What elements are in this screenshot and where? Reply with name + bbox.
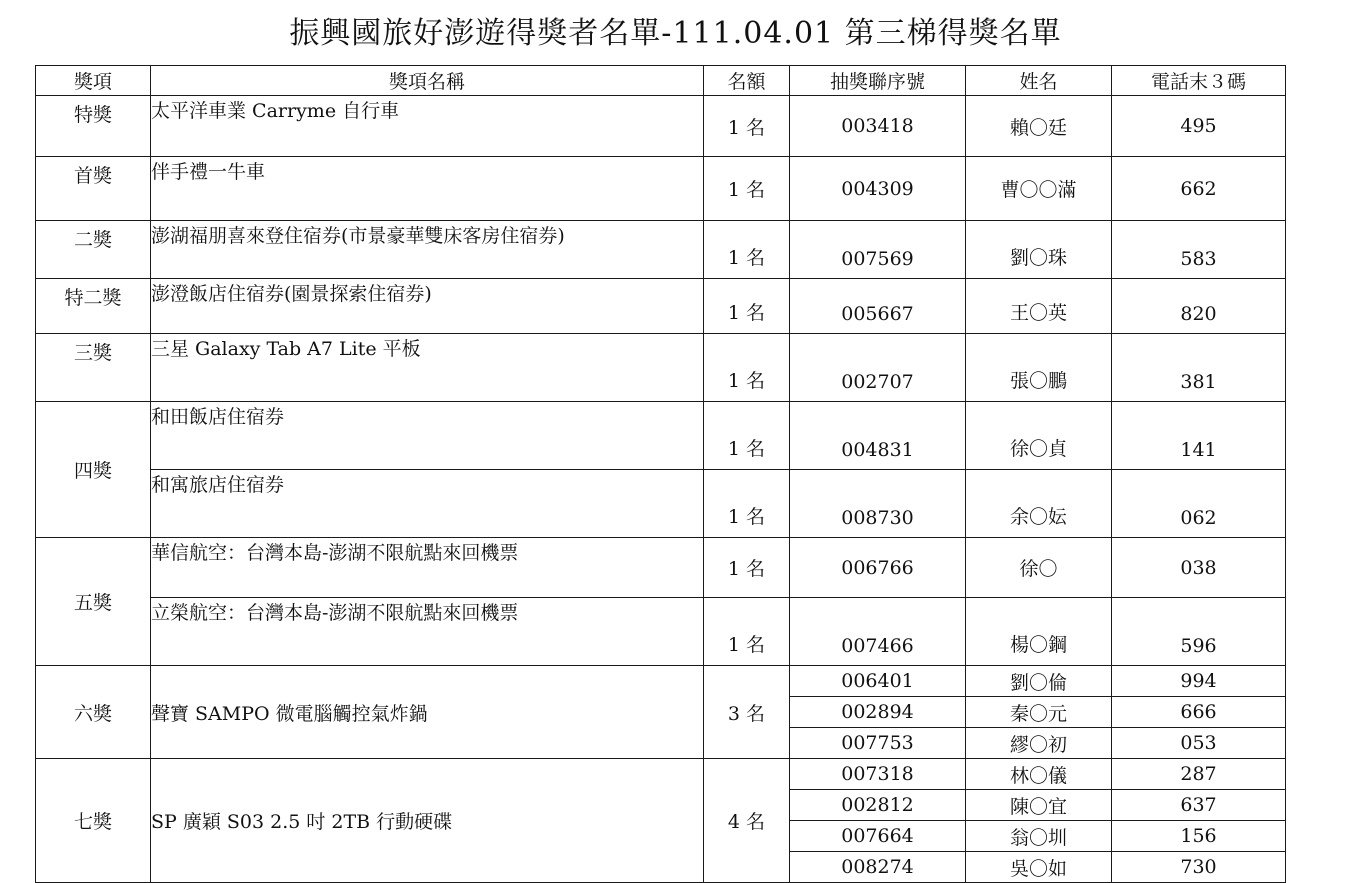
prize-cell: 三星 Galaxy Tab A7 Lite 平板 (151, 334, 704, 402)
serial-cell: 007466 (790, 598, 966, 666)
quota-cell: 1 名 (704, 96, 790, 157)
phone-cell: 994 (1112, 666, 1286, 697)
prize-cell: 和田飯店住宿券 (151, 402, 704, 470)
name-cell: 林〇儀 (966, 759, 1112, 790)
quota-cell: 1 名 (704, 157, 790, 221)
name-cell: 劉〇倫 (966, 666, 1112, 697)
winners-table (35, 65, 1286, 883)
serial-cell: 006401 (790, 666, 966, 697)
prize-cell: SP 廣穎 S03 2.5 吋 2TB 行動硬碟 (151, 759, 704, 883)
quota-cell: 1 名 (704, 598, 790, 666)
name-cell: 徐〇 (966, 538, 1112, 598)
serial-cell: 003418 (790, 96, 966, 157)
prize-cell: 立榮航空：台灣本島-澎湖不限航點來回機票 (151, 598, 704, 666)
quota-cell: 1 名 (704, 470, 790, 538)
table-row (36, 538, 1286, 598)
serial-cell: 008730 (790, 470, 966, 538)
rank-cell: 七獎 (36, 759, 151, 883)
serial-cell: 002812 (790, 790, 966, 821)
quota-cell: 4 名 (704, 759, 790, 883)
table-row (36, 470, 1286, 538)
phone-cell: 038 (1112, 538, 1286, 598)
phone-cell: 666 (1112, 697, 1286, 728)
quota-cell: 1 名 (704, 334, 790, 402)
serial-cell: 004831 (790, 402, 966, 470)
name-cell: 秦〇元 (966, 697, 1112, 728)
rank-cell: 三獎 (36, 334, 151, 402)
quota-cell: 1 名 (704, 402, 790, 470)
table-row (36, 221, 1286, 279)
header-prize-name: 獎項名稱 (151, 66, 704, 96)
phone-cell: 062 (1112, 470, 1286, 538)
serial-cell: 007664 (790, 821, 966, 852)
phone-cell: 141 (1112, 402, 1286, 470)
phone-cell: 156 (1112, 821, 1286, 852)
serial-cell: 007569 (790, 221, 966, 279)
prize-cell: 伴手禮一牛車 (151, 157, 704, 221)
name-cell: 賴〇廷 (966, 96, 1112, 157)
rank-cell: 特獎 (36, 96, 151, 157)
quota-cell: 1 名 (704, 538, 790, 598)
name-cell: 繆〇初 (966, 728, 1112, 759)
table-row (36, 402, 1286, 470)
name-cell: 陳〇宜 (966, 790, 1112, 821)
header-quota: 名額 (704, 66, 790, 96)
rank-cell: 特二獎 (36, 279, 151, 334)
serial-cell: 004309 (790, 157, 966, 221)
quota-cell: 1 名 (704, 279, 790, 334)
phone-cell: 495 (1112, 96, 1286, 157)
page-title: 振興國旅好澎遊得獎者名單-111.04.01 第三梯得獎名單 (289, 16, 1062, 51)
phone-cell: 053 (1112, 728, 1286, 759)
serial-cell: 002707 (790, 334, 966, 402)
rank-cell: 四獎 (36, 402, 151, 538)
header-rank: 獎項 (36, 66, 151, 96)
table-row (36, 157, 1286, 221)
name-cell: 楊〇鋼 (966, 598, 1112, 666)
table-row (36, 598, 1286, 666)
rank-cell: 六獎 (36, 666, 151, 759)
table-row (36, 279, 1286, 334)
quota-cell: 3 名 (704, 666, 790, 759)
prize-cell: 聲寶 SAMPO 微電腦觸控氣炸鍋 (151, 666, 704, 759)
name-cell: 徐〇貞 (966, 402, 1112, 470)
rank-cell: 二獎 (36, 221, 151, 279)
prize-cell: 澎澄飯店住宿券(園景探索住宿券) (151, 279, 704, 334)
phone-cell: 381 (1112, 334, 1286, 402)
name-cell: 劉〇珠 (966, 221, 1112, 279)
prize-cell: 和寓旅店住宿券 (151, 470, 704, 538)
rank-cell: 五獎 (36, 538, 151, 666)
name-cell: 曹〇〇滿 (966, 157, 1112, 221)
phone-cell: 596 (1112, 598, 1286, 666)
phone-cell: 730 (1112, 852, 1286, 883)
table-header-row (36, 66, 1286, 96)
serial-cell: 007318 (790, 759, 966, 790)
phone-cell: 820 (1112, 279, 1286, 334)
serial-cell: 006766 (790, 538, 966, 598)
header-phone: 電話末３碼 (1112, 66, 1286, 96)
serial-cell: 008274 (790, 852, 966, 883)
table-row (36, 759, 1286, 790)
name-cell: 王〇英 (966, 279, 1112, 334)
table-row (36, 96, 1286, 157)
name-cell: 吳〇如 (966, 852, 1112, 883)
table-row (36, 334, 1286, 402)
rank-cell: 首獎 (36, 157, 151, 221)
prize-cell: 華信航空：台灣本島-澎湖不限航點來回機票 (151, 538, 704, 598)
header-name: 姓名 (966, 66, 1112, 96)
name-cell: 余〇妘 (966, 470, 1112, 538)
name-cell: 張〇鵬 (966, 334, 1112, 402)
quota-cell: 1 名 (704, 221, 790, 279)
phone-cell: 583 (1112, 221, 1286, 279)
name-cell: 翁〇圳 (966, 821, 1112, 852)
prize-cell: 澎湖福朋喜來登住宿券(市景豪華雙床客房住宿券) (151, 221, 704, 279)
phone-cell: 287 (1112, 759, 1286, 790)
phone-cell: 662 (1112, 157, 1286, 221)
serial-cell: 005667 (790, 279, 966, 334)
prize-cell: 太平洋車業 Carryme 自行車 (151, 96, 704, 157)
serial-cell: 007753 (790, 728, 966, 759)
header-serial: 抽獎聯序號 (790, 66, 966, 96)
phone-cell: 637 (1112, 790, 1286, 821)
table-row (36, 666, 1286, 697)
serial-cell: 002894 (790, 697, 966, 728)
